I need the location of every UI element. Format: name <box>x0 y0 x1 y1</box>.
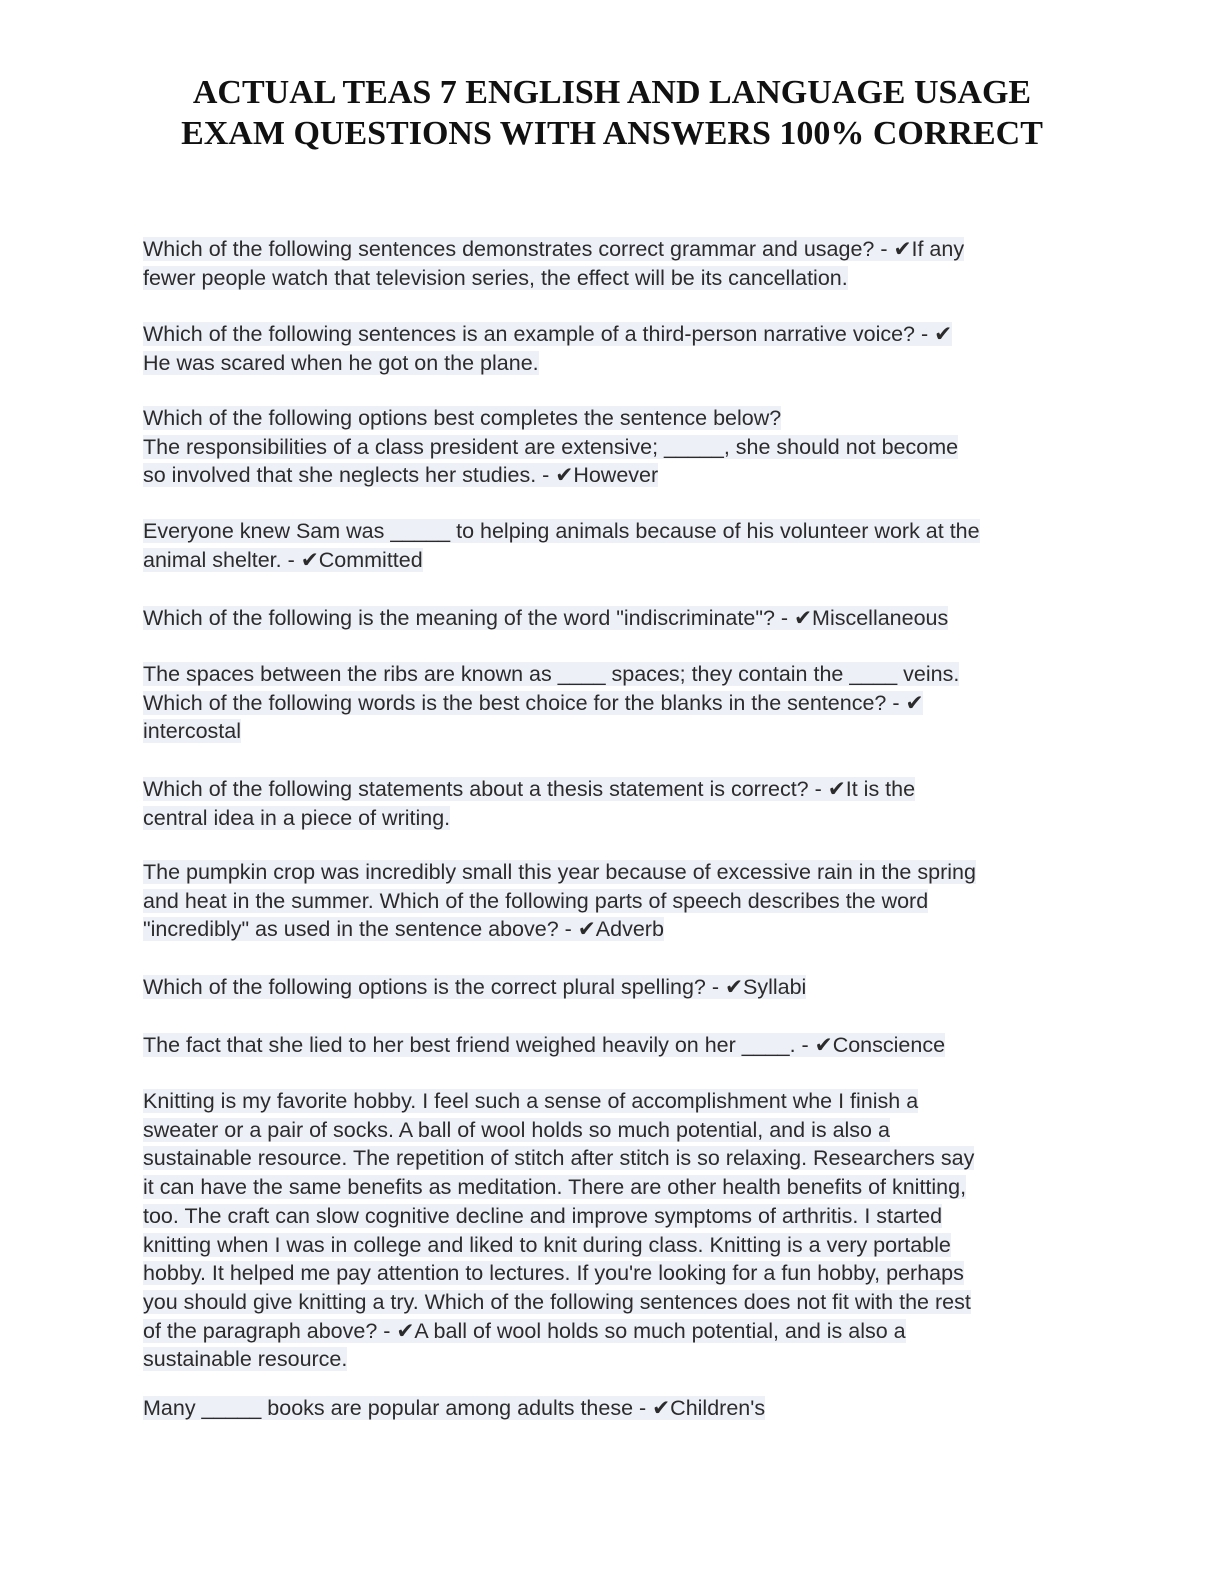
qa-line: Which of the following options best completes the sentence below? <box>143 406 782 430</box>
qa-line: it can have the same benefits as meditation. There are other health benefits of knitting, <box>143 1175 967 1200</box>
qa-line: central idea in a piece of writing. <box>143 805 451 830</box>
qa-line: you should give knitting a try. Which of the following sentences does not fit with the rest <box>143 1289 971 1314</box>
qa-item-12 <box>143 1394 1093 1423</box>
qa-line: Everyone knew Sam was _____ to helping animals because of his volunteer work at the <box>143 519 980 543</box>
qa-line: so involved that she neglects her studies. - ✔However <box>143 463 659 488</box>
qa-item-9 <box>143 973 1093 1002</box>
qa-line: Many _____ books are popular among adults these - ✔Children's <box>143 1396 766 1420</box>
qa-line: He was scared when he got on the plane. <box>143 350 539 375</box>
qa-line: The spaces between the ribs are known as ____ spaces; they contain the ____ veins. <box>143 662 960 686</box>
qa-line: of the paragraph above? - ✔A ball of wool holds so much potential, and is also a <box>143 1318 906 1343</box>
qa-item-2 <box>143 320 1093 377</box>
qa-line: and heat in the summer. Which of the following parts of speech describes the word <box>143 888 929 913</box>
qa-line: "incredibly" as used in the sentence above? - ✔Adverb <box>143 917 664 942</box>
qa-line: The pumpkin crop was incredibly small this year because of excessive rain in the spring <box>143 860 976 884</box>
qa-line: Knitting is my favorite hobby. I feel such a sense of accomplishment whe I finish a <box>143 1089 919 1113</box>
qa-line: sweater or a pair of socks. A ball of wool holds so much potential, and is also a <box>143 1117 890 1142</box>
qa-line: sustainable resource. The repetition of stitch after stitch is so relaxing. Researchers say <box>143 1146 975 1171</box>
qa-line: intercostal <box>143 719 241 744</box>
qa-line: Which of the following words is the best choice for the blanks in the sentence? - ✔ <box>143 690 924 715</box>
document-title-line-2: EXAM QUESTIONS WITH ANSWERS 100% CORRECT <box>181 115 1043 152</box>
qa-line: animal shelter. - ✔Committed <box>143 547 423 572</box>
qa-item-11 <box>143 1087 1093 1374</box>
qa-line: too. The craft can slow cognitive decline and improve symptoms of arthritis. I started <box>143 1203 943 1228</box>
qa-line: The responsibilities of a class president are extensive; _____, she should not become <box>143 434 959 459</box>
qa-line: The fact that she lied to her best friend weighed heavily on her ____. - ✔Conscience <box>143 1033 946 1057</box>
qa-item-4 <box>143 517 1093 574</box>
qa-line: Which of the following sentences is an example of a third-person narrative voice? - ✔ <box>143 322 953 346</box>
qa-item-8 <box>143 858 1093 944</box>
document-title <box>100 72 1124 154</box>
qa-line: fewer people watch that television series, the effect will be its cancellation. <box>143 265 848 290</box>
qa-line: knitting when I was in college and liked to knit during class. Knitting is a very portable <box>143 1232 951 1257</box>
qa-item-5 <box>143 604 1093 633</box>
qa-item-3 <box>143 404 1093 490</box>
qa-line: Which of the following options is the correct plural spelling? - ✔Syllabi <box>143 975 807 999</box>
qa-item-10 <box>143 1031 1093 1060</box>
qa-line: hobby. It helped me pay attention to lectures. If you're looking for a fun hobby, perhaps <box>143 1261 964 1286</box>
qa-item-1 <box>143 235 1093 292</box>
qa-line: Which of the following statements about a thesis statement is correct? - ✔It is the <box>143 777 916 801</box>
qa-line: sustainable resource. <box>143 1347 348 1372</box>
document-title-line-1: ACTUAL TEAS 7 ENGLISH AND LANGUAGE USAGE <box>192 74 1032 111</box>
qa-item-7 <box>143 775 1093 832</box>
qa-line: Which of the following is the meaning of the word "indiscriminate"? - ✔Miscellaneous <box>143 606 949 630</box>
qa-item-6 <box>143 660 1093 746</box>
qa-line: Which of the following sentences demonstrates correct grammar and usage? - ✔If any <box>143 237 965 261</box>
